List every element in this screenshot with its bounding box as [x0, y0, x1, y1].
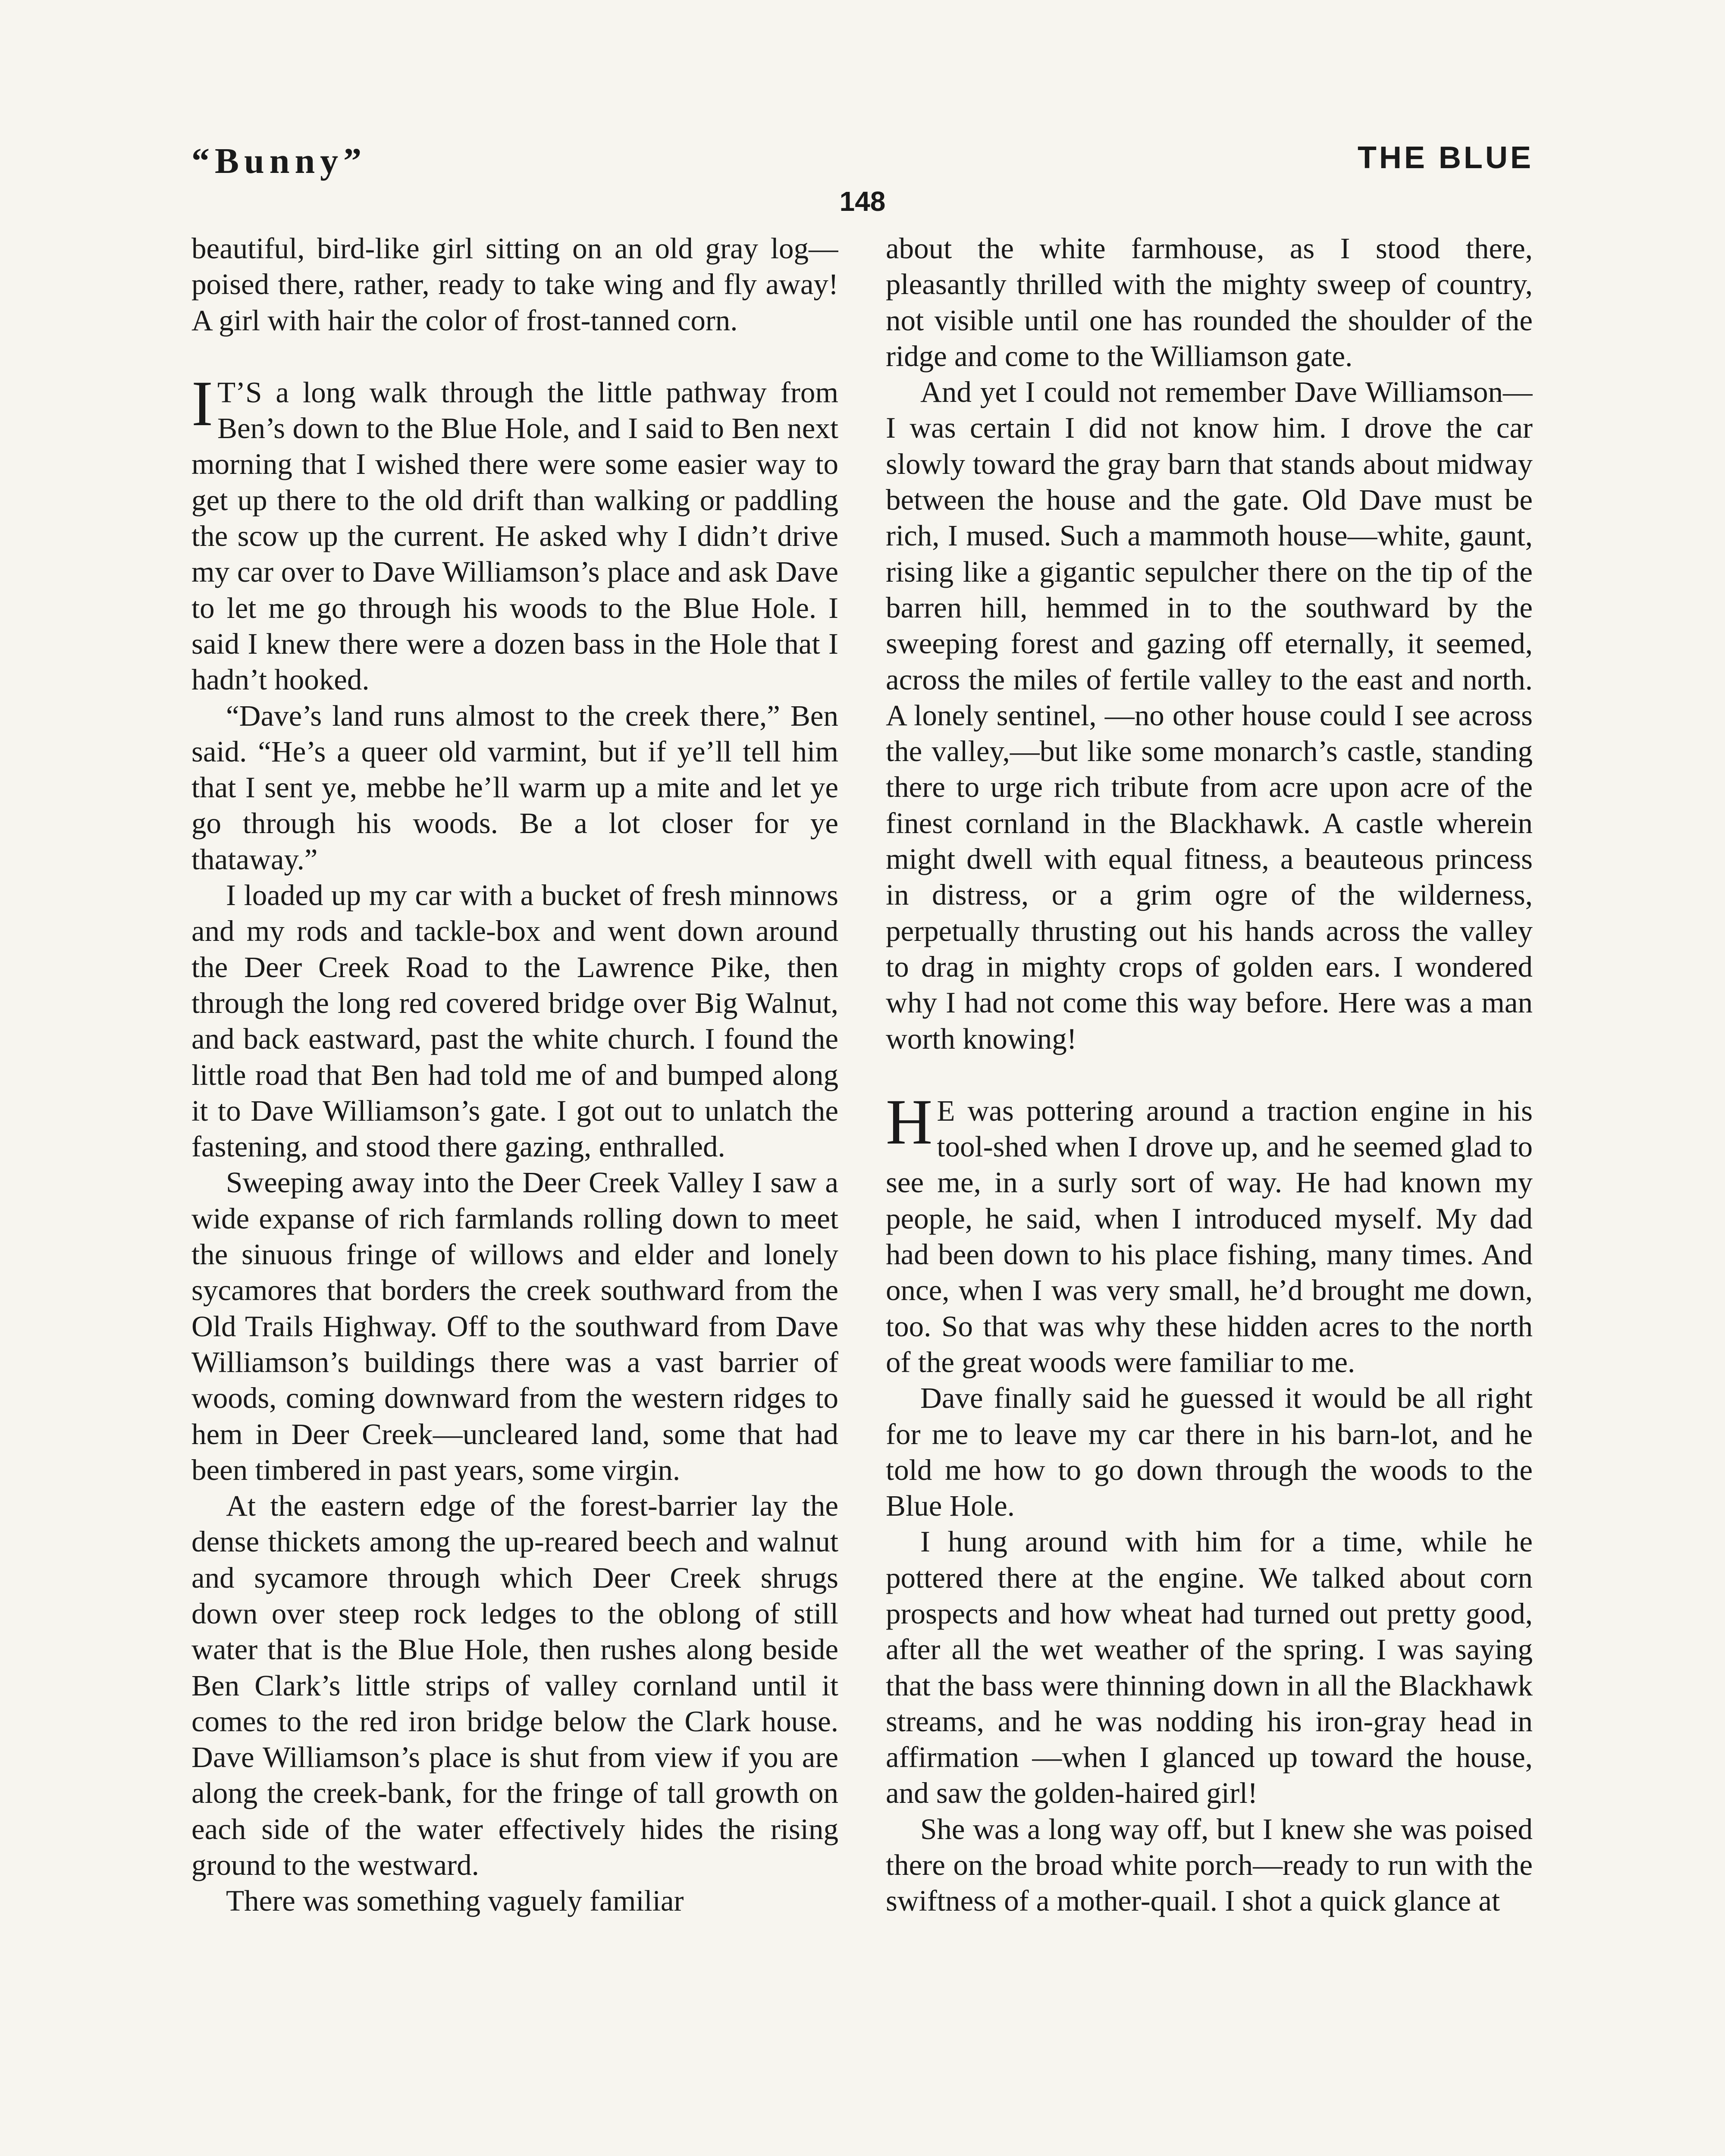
- drop-cap: H: [886, 1086, 933, 1158]
- paragraph: And yet I could not remember Dave Williamson—I was certain I did not know him. I drove the car slowly toward the gray barn that stands about midway between the house and the gate. Old Dave must be rich, I mused. Such a mammoth house—white, gaunt, rising like a gigantic sepulcher there on the tip of the barren hill, hemmed in to the southward by the sweeping forest and gazing off eternally, it seemed, across the miles of fertile valley to the east and north. A lonely sentinel, —no other house could I see across the valley,—but like some monarch’s castle, standing there to urge rich tribute from acre upon acre of the finest cornland in the Blackhawk. A castle wherein might dwell with equal fitness, a beauteous princess in distress, or a grim ogre of the wilderness, perpetually thrusting out his hands across the valley to drag in mighty crops of golden ears. I wondered why I had not come this way before. Here was a man worth knowing!: [886, 376, 1533, 1055]
- running-header: [191, 140, 1534, 188]
- paragraph-text: E was pottering around a traction engine in his tool-shed when I drove up, and he seemed glad to see me, in a surly sort of way. He had known my people, he said, when I introduced myself. My dad had been down to his place fishing, many times. And once, when I was very small, he’d brought me down, too. So that was why these hidden acres to the north of the great woods were familiar to me.: [886, 1094, 1533, 1379]
- paragraph: Sweeping away into the Deer Creek Valley I saw a wide expanse of rich farmlands rolling down to meet the sinuous fringe of willows and elder and lonely sycamores that borders the creek southward from the Old Trails Highway. Off to the southward from Dave Williamson’s buildings there was a vast barrier of woods, coming downward from the western ridges to hem in Deer Creek—uncleared land, some that had been timbered in past years, some virgin.: [191, 1166, 838, 1486]
- section-paragraph: [886, 1086, 1533, 1380]
- paragraph-text: T’S a long walk through the little pathway from Ben’s down to the Blue Hole, and I said to Ben next morning that I wished there were some easier way to get up there to the old drift than walking or paddling the scow up the current. He asked why I didn’t drive my car over to Dave Williamson’s place and ask Dave to let me go through his woods to the Blue Hole. I said I knew there were a dozen bass in the Hole that I hadn’t hooked.: [191, 376, 838, 696]
- paragraph: about the white farmhouse, as I stood there, pleasantly thrilled with the mighty sweep of country, not visible until one has rounded the shoulder of the ridge and come to the Williamson gate.: [886, 232, 1533, 373]
- paragraph: At the eastern edge of the forest-barrier lay the dense thickets among the up-reared beech and walnut and sycamore through which Deer Creek shrugs down over steep rock ledges to the oblong of still water that is the Blue Hole, then rushes along beside Ben Clark’s little strips of valley cornland until it comes to the red iron bridge below the Clark house. Dave Williamson’s place is shut from view if you are along the creek-bank, for the fringe of tall growth on each side of the water effectively hides the rising ground to the westward.: [191, 1489, 838, 1882]
- paragraph: beautiful, bird-like girl sitting on an old gray log—poised there, rather, ready to take wing and fly away! A girl with hair the color of frost-tanned corn.: [191, 232, 838, 337]
- drop-cap: I: [191, 367, 213, 439]
- story-title: “Bunny”: [191, 141, 367, 181]
- paragraph: “Dave’s land runs almost to the creek there,” Ben said. “He’s a queer old varmint, but if ye’ll tell him that I sent ye, mebbe he’ll warm up a mite and let ye go through his woods. Be a lot closer for ye thataway.”: [191, 699, 838, 876]
- section-paragraph: [191, 367, 838, 698]
- paragraph: Dave finally said he guessed it would be all right for me to leave my car there in his barn-lot, and he told me how to go down through the woods to the Blue Hole.: [886, 1382, 1533, 1523]
- right-column: [886, 231, 1533, 2156]
- left-column: [191, 231, 838, 2156]
- paragraph: I hung around with him for a time, while he pottered there at the engine. We talked about corn prospects and how wheat had turned out pretty good, after all the wet weather of the spring. I was saying that the bass were thinning down in all the Blackhawk streams, and he was nodding his iron-gray head in affirmation —when I glanced up toward the house, and saw the golden-haired girl!: [886, 1525, 1533, 1810]
- magazine-title: THE BLUE: [1358, 141, 1534, 175]
- paragraph: She was a long way off, but I knew she was poised there on the broad white porch—ready to run with the swiftness of a mother-quail. I shot a quick glance at: [886, 1812, 1533, 1918]
- paragraph: There was something vaguely familiar: [226, 1884, 684, 1918]
- page-number: 148: [839, 186, 886, 217]
- paragraph: I loaded up my car with a bucket of fresh minnows and my rods and tackle-box and went down around the Deer Creek Road to the Lawrence Pike, then through the long red covered bridge over Big Walnut, and back eastward, past the white church. I found the little road that Ben had told me of and bumped along it to Dave Williamson’s gate. I got out to unlatch the fastening, and stood there gazing, enthralled.: [191, 879, 838, 1163]
